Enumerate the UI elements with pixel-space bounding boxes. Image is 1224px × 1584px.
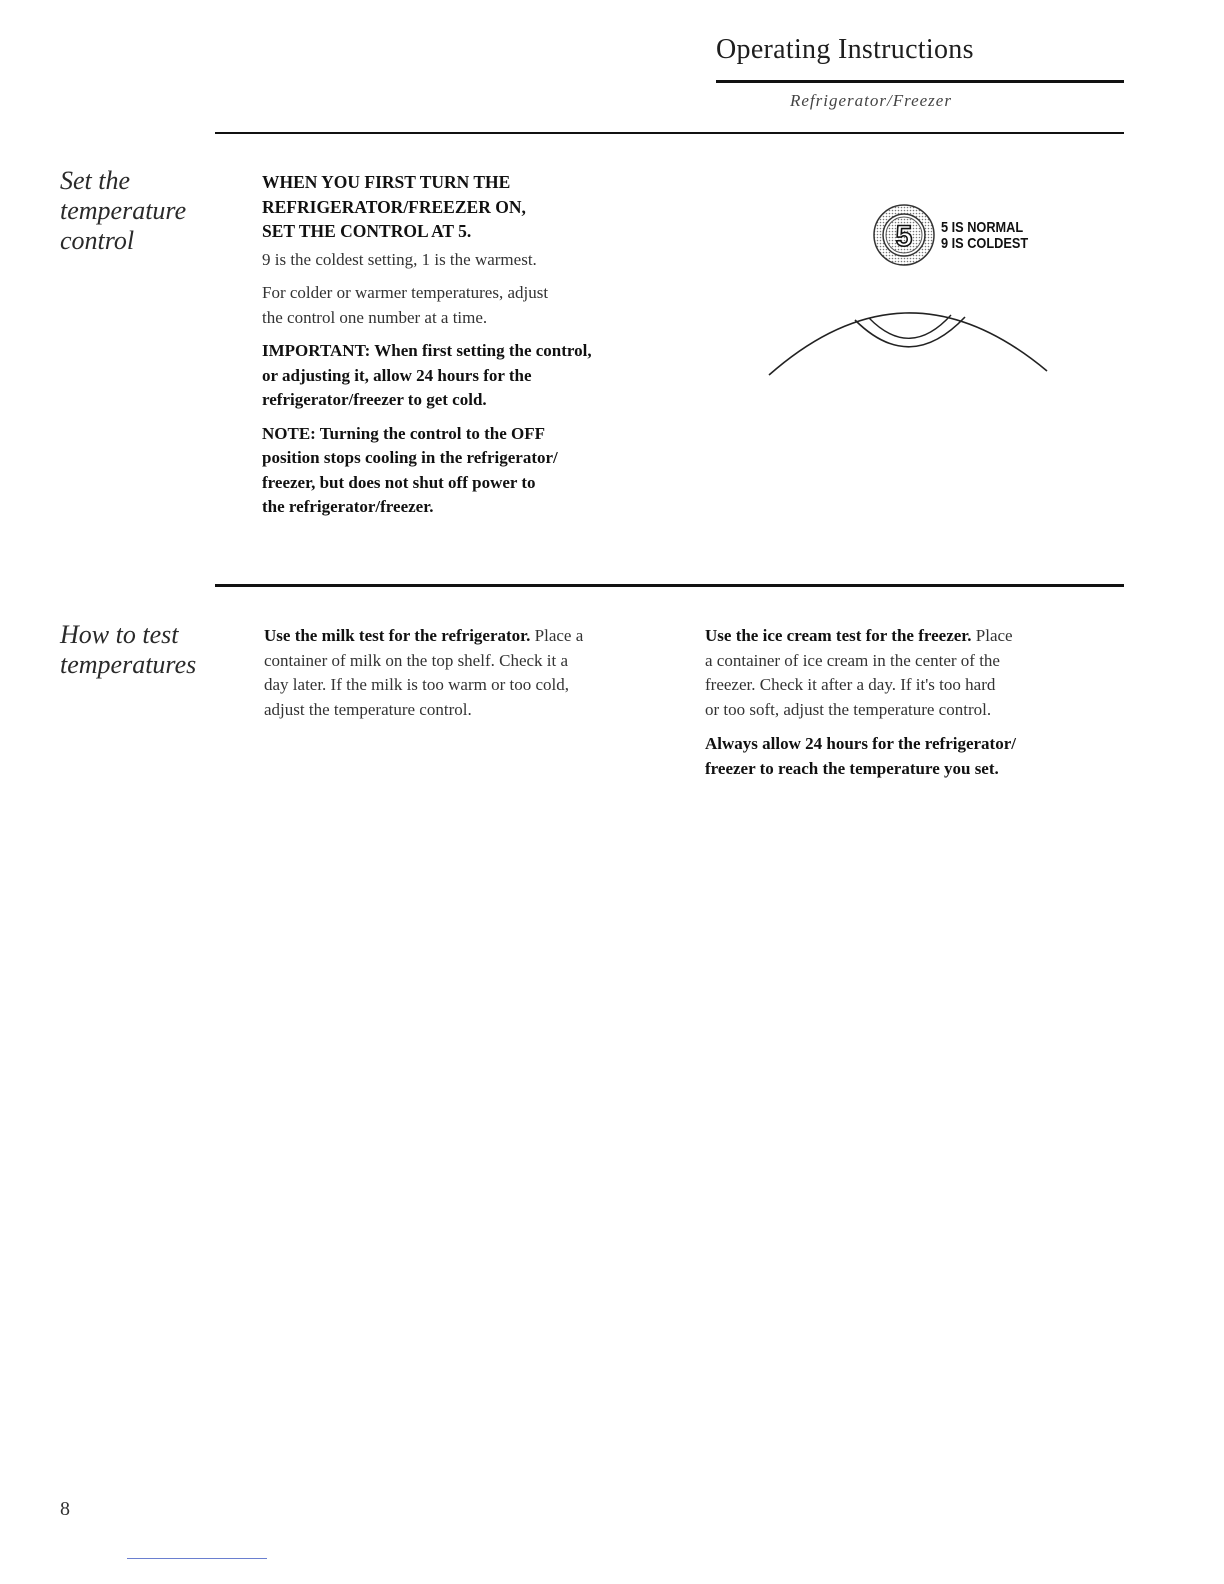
- text-line: a container of ice cream in the center of the: [705, 650, 1000, 670]
- heading-line: temperatures: [60, 650, 197, 679]
- dial-number: 5: [895, 220, 913, 253]
- text-line: the control one number at a time.: [262, 307, 488, 327]
- text-line: the refrigerator/freezer.: [262, 497, 434, 516]
- text-line: freezer. Check it after a day. If it's too hard: [705, 675, 996, 694]
- ice-cream-test-paragraph: [705, 624, 1115, 722]
- set-temperature-body: [262, 170, 682, 529]
- text-line: Place: [975, 626, 1013, 645]
- allow-24-hours-notice: [705, 732, 1115, 781]
- text-line: Always allow 24 hours for the refrigerator/: [705, 734, 1016, 753]
- heading-line: How to test: [60, 620, 179, 649]
- text-line: or adjusting it, allow 24 hours for the: [262, 365, 532, 385]
- adjust-text: [262, 281, 682, 330]
- section-heading-test-temperatures: [60, 620, 220, 680]
- dial-arc-icon: [765, 305, 1055, 380]
- dial-label-coldest: 9 IS COLDEST: [941, 235, 1029, 252]
- text-line: or too soft, adjust the temperature control.: [705, 699, 992, 719]
- milk-test-text: [264, 624, 674, 731]
- text-line: freezer, but does not shut off power to: [262, 472, 536, 492]
- lead-instruction: [262, 170, 682, 244]
- heading-line: Set the: [60, 166, 131, 195]
- heading-line: temperature: [60, 196, 187, 225]
- text-line: adjust the temperature control.: [264, 699, 472, 719]
- title-rule: [716, 80, 1124, 83]
- lead-line: SET THE CONTROL AT 5.: [262, 221, 472, 241]
- page-number: 8: [60, 1498, 70, 1520]
- important-notice: [262, 339, 682, 413]
- text-line: For colder or warmer temperatures, adjust: [262, 283, 549, 302]
- text-line: Place a: [534, 626, 584, 645]
- page-title: Operating Instructions: [716, 34, 974, 65]
- note-notice: [262, 422, 682, 520]
- milk-test-bold: Use the milk test for the refrigerator.: [264, 626, 531, 645]
- section-heading-set-temperature: [60, 166, 210, 256]
- ice-cream-test-bold: Use the ice cream test for the freezer.: [705, 626, 972, 645]
- milk-test-paragraph: [264, 624, 674, 722]
- dial-setting-icon: [870, 200, 940, 270]
- text-line: freezer to reach the temperature you set.: [705, 758, 999, 778]
- text-line: refrigerator/freezer to get cold.: [262, 390, 487, 409]
- coldest-warmest-text: 9 is the coldest setting, 1 is the warmest.: [262, 249, 537, 269]
- text-line: day later. If the milk is too warm or too cold,: [264, 675, 569, 694]
- dial-label-normal: 5 IS NORMAL: [941, 219, 1024, 236]
- section-divider-top: [215, 132, 1124, 134]
- lead-line: REFRIGERATOR/FREEZER ON,: [262, 196, 526, 217]
- dial-legend: [941, 220, 1028, 252]
- lead-line: WHEN YOU FIRST TURN THE: [262, 172, 511, 192]
- text-line: position stops cooling in the refrigerator/: [262, 448, 558, 467]
- heading-line: control: [60, 226, 135, 255]
- ice-cream-test-text: [705, 624, 1115, 790]
- footer-line: [127, 1558, 267, 1559]
- section-divider-middle: [215, 584, 1124, 587]
- text-line: NOTE: Turning the control to the OFF: [262, 423, 546, 443]
- text-line: IMPORTANT: When first setting the control,: [262, 341, 592, 360]
- page-subtitle: Refrigerator/Freezer: [790, 91, 952, 110]
- text-line: container of milk on the top shelf. Check it a: [264, 650, 569, 670]
